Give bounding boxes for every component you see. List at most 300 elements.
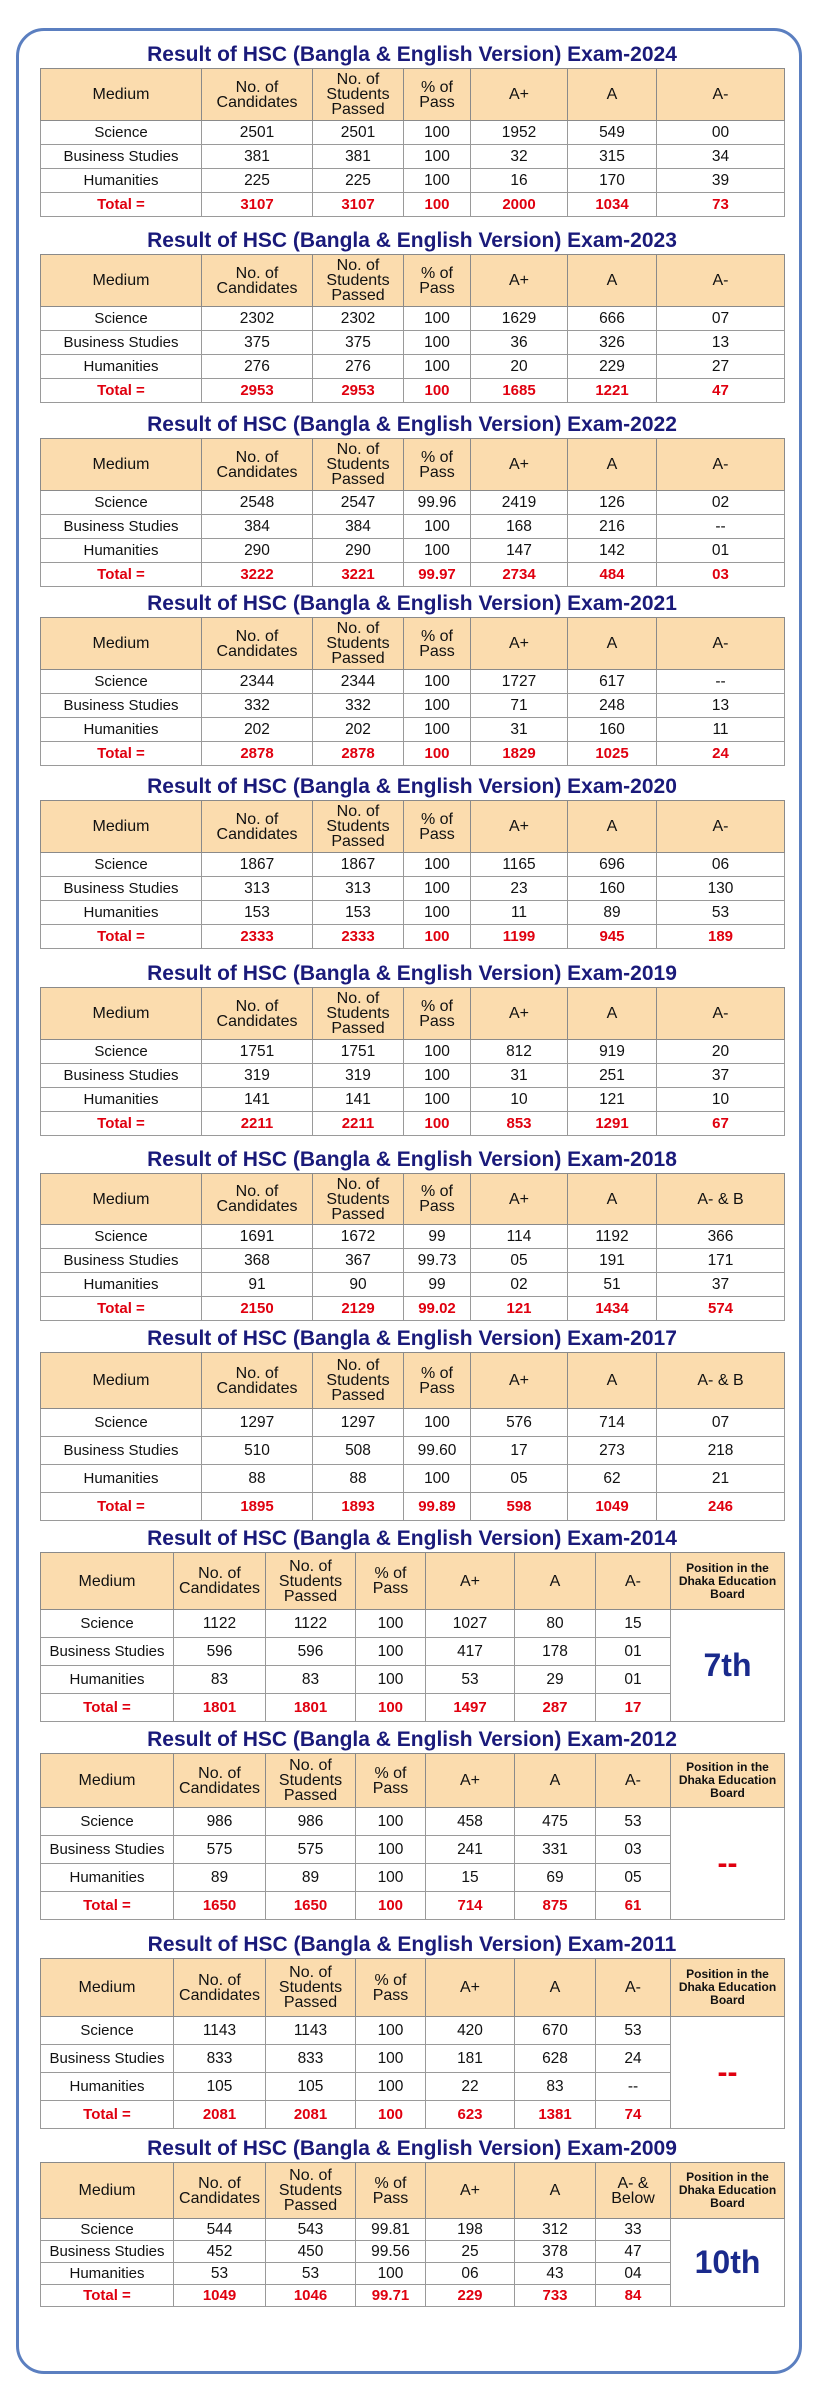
a-plus-cell: 05 xyxy=(471,1249,568,1273)
results-table xyxy=(40,438,785,587)
a-cell: 1192 xyxy=(568,1225,657,1249)
medium-cell: Humanities xyxy=(41,1864,174,1892)
a-cell: 733 xyxy=(515,2285,596,2307)
medium-cell: Business Studies xyxy=(41,145,202,169)
candidates-header: No. of Candidates xyxy=(202,801,313,853)
medium-cell: Humanities xyxy=(41,1465,202,1493)
a-cell: 170 xyxy=(568,169,657,193)
pass-pct-cell: 100 xyxy=(356,2017,426,2045)
total-row xyxy=(41,193,785,217)
result-section xyxy=(40,1326,784,1521)
a-header: A xyxy=(515,1553,596,1610)
total-row xyxy=(41,1297,785,1321)
pass-pct-cell: 100 xyxy=(404,694,471,718)
pass-pct-cell: 100 xyxy=(404,742,471,766)
results-table xyxy=(40,1173,785,1321)
a-cell: 142 xyxy=(568,539,657,563)
candidates-cell: 381 xyxy=(202,145,313,169)
results-list xyxy=(40,42,784,2307)
passed-header: No. of Students Passed xyxy=(313,988,404,1040)
last-col-cell: 03 xyxy=(657,563,785,587)
candidates-cell: 1122 xyxy=(174,1610,266,1638)
a-plus-cell: 17 xyxy=(471,1437,568,1465)
passed-cell: 1801 xyxy=(266,1694,356,1722)
a-cell: 315 xyxy=(568,145,657,169)
a-cell: 378 xyxy=(515,2241,596,2263)
medium-cell: Humanities xyxy=(41,2073,174,2101)
last-col-cell: 07 xyxy=(657,307,785,331)
candidates-cell: 2344 xyxy=(202,670,313,694)
passed-cell: 1122 xyxy=(266,1610,356,1638)
medium-cell: Total = xyxy=(41,1694,174,1722)
a-plus-cell: 168 xyxy=(471,515,568,539)
a-plus-cell: 71 xyxy=(471,694,568,718)
candidates-cell: 53 xyxy=(174,2263,266,2285)
last-col-header: A- xyxy=(657,255,785,307)
a-plus-cell: 714 xyxy=(426,1892,515,1920)
passed-cell: 2302 xyxy=(313,307,404,331)
a-cell: 1221 xyxy=(568,379,657,403)
a-cell: 919 xyxy=(568,1040,657,1064)
candidates-header: No. of Candidates xyxy=(174,1754,266,1808)
humanities-row xyxy=(41,355,785,379)
candidates-cell: 88 xyxy=(202,1465,313,1493)
candidates-cell: 986 xyxy=(174,1808,266,1836)
last-col-cell: 67 xyxy=(657,1112,785,1136)
a-cell: 248 xyxy=(568,694,657,718)
pass-pct-cell: 100 xyxy=(404,1112,471,1136)
header-row xyxy=(41,1174,785,1225)
medium-cell: Science xyxy=(41,307,202,331)
passed-header: No. of Students Passed xyxy=(266,1959,356,2017)
candidates-cell: 2548 xyxy=(202,491,313,515)
a-plus-cell: 10 xyxy=(471,1088,568,1112)
candidates-header: No. of Candidates xyxy=(174,1553,266,1610)
a-plus-cell: 1199 xyxy=(471,925,568,949)
medium-header: Medium xyxy=(41,69,202,121)
last-col-cell: 74 xyxy=(596,2101,671,2129)
last-col-cell: 10 xyxy=(657,1088,785,1112)
a-plus-cell: 2419 xyxy=(471,491,568,515)
medium-cell: Total = xyxy=(41,1112,202,1136)
position-header: Position in the Dhaka Education Board xyxy=(671,2163,785,2219)
results-table xyxy=(40,800,785,949)
a-cell: 875 xyxy=(515,1892,596,1920)
results-table xyxy=(40,68,785,217)
a-plus-cell: 02 xyxy=(471,1273,568,1297)
result-section xyxy=(40,1147,784,1321)
pass-pct-cell: 99.02 xyxy=(404,1297,471,1321)
section-title: Result of HSC (Bangla & English Version) Exam-2021 xyxy=(147,592,677,615)
a-cell: 549 xyxy=(568,121,657,145)
a-plus-cell: 576 xyxy=(471,1409,568,1437)
a-header: A xyxy=(568,618,657,670)
a-plus-cell: 147 xyxy=(471,539,568,563)
candidates-header: No. of Candidates xyxy=(174,1959,266,2017)
candidates-cell: 2211 xyxy=(202,1112,313,1136)
candidates-cell: 319 xyxy=(202,1064,313,1088)
passed-cell: 153 xyxy=(313,901,404,925)
a-plus-cell: 121 xyxy=(471,1297,568,1321)
total-row xyxy=(41,563,785,587)
science-row xyxy=(41,2219,785,2241)
last-col-cell: 11 xyxy=(657,718,785,742)
total-row xyxy=(41,1112,785,1136)
last-col-cell: 47 xyxy=(657,379,785,403)
a-cell: 273 xyxy=(568,1437,657,1465)
pass-pct-cell: 100 xyxy=(356,1610,426,1638)
a-cell: 191 xyxy=(568,1249,657,1273)
a-cell: 251 xyxy=(568,1064,657,1088)
pass-pct-header: % of Pass xyxy=(404,1174,471,1225)
passed-header: No. of Students Passed xyxy=(313,255,404,307)
candidates-header: No. of Candidates xyxy=(174,2163,266,2219)
passed-cell: 1672 xyxy=(313,1225,404,1249)
humanities-row xyxy=(41,1273,785,1297)
pass-pct-cell: 99 xyxy=(404,1273,471,1297)
section-title: Result of HSC (Bangla & English Version) Exam-2020 xyxy=(147,775,677,798)
pass-pct-header: % of Pass xyxy=(404,618,471,670)
last-col-cell: 33 xyxy=(596,2219,671,2241)
pass-pct-cell: 100 xyxy=(356,1808,426,1836)
result-section xyxy=(40,1526,784,1722)
a-plus-cell: 2000 xyxy=(471,193,568,217)
candidates-cell: 596 xyxy=(174,1638,266,1666)
last-col-cell: 171 xyxy=(657,1249,785,1273)
pass-pct-header: % of Pass xyxy=(404,69,471,121)
last-col-cell: 53 xyxy=(596,2017,671,2045)
a-plus-header: A+ xyxy=(426,1959,515,2017)
last-col-cell: 00 xyxy=(657,121,785,145)
medium-header: Medium xyxy=(41,439,202,491)
pass-pct-cell: 99.56 xyxy=(356,2241,426,2263)
candidates-cell: 1143 xyxy=(174,2017,266,2045)
passed-cell: 202 xyxy=(313,718,404,742)
passed-cell: 88 xyxy=(313,1465,404,1493)
pass-pct-cell: 100 xyxy=(404,355,471,379)
pass-pct-cell: 100 xyxy=(404,307,471,331)
medium-cell: Humanities xyxy=(41,539,202,563)
a-plus-cell: 31 xyxy=(471,718,568,742)
candidates-cell: 1895 xyxy=(202,1493,313,1521)
pass-pct-cell: 100 xyxy=(404,1409,471,1437)
passed-cell: 1893 xyxy=(313,1493,404,1521)
last-col-header: A- xyxy=(657,618,785,670)
medium-cell: Humanities xyxy=(41,2263,174,2285)
humanities-row xyxy=(41,901,785,925)
pass-pct-cell: 100 xyxy=(356,1666,426,1694)
pass-pct-cell: 100 xyxy=(356,1864,426,1892)
a-cell: 1049 xyxy=(568,1493,657,1521)
total-row xyxy=(41,1493,785,1521)
last-col-cell: 13 xyxy=(657,331,785,355)
medium-cell: Business Studies xyxy=(41,877,202,901)
pass-pct-cell: 99.60 xyxy=(404,1437,471,1465)
a-plus-cell: 181 xyxy=(426,2045,515,2073)
a-cell: 475 xyxy=(515,1808,596,1836)
a-plus-cell: 198 xyxy=(426,2219,515,2241)
passed-cell: 1867 xyxy=(313,853,404,877)
science-row xyxy=(41,1409,785,1437)
passed-cell: 53 xyxy=(266,2263,356,2285)
medium-cell: Total = xyxy=(41,925,202,949)
a-cell: 287 xyxy=(515,1694,596,1722)
passed-header: No. of Students Passed xyxy=(313,801,404,853)
last-col-header: A- xyxy=(657,988,785,1040)
medium-cell: Business Studies xyxy=(41,1249,202,1273)
a-plus-cell: 11 xyxy=(471,901,568,925)
medium-cell: Science xyxy=(41,1808,174,1836)
section-title: Result of HSC (Bangla & English Version) Exam-2009 xyxy=(147,2137,677,2160)
last-col-cell: 53 xyxy=(596,1808,671,1836)
a-cell: 484 xyxy=(568,563,657,587)
candidates-header: No. of Candidates xyxy=(202,69,313,121)
medium-cell: Humanities xyxy=(41,1666,174,1694)
passed-header: No. of Students Passed xyxy=(266,1754,356,1808)
pass-pct-cell: 100 xyxy=(404,169,471,193)
a-cell: 628 xyxy=(515,2045,596,2073)
medium-header: Medium xyxy=(41,1959,174,2017)
a-plus-cell: 229 xyxy=(426,2285,515,2307)
section-title: Result of HSC (Bangla & English Version) Exam-2011 xyxy=(147,1933,677,1956)
header-row xyxy=(41,439,785,491)
medium-header: Medium xyxy=(41,801,202,853)
last-col-cell: 47 xyxy=(596,2241,671,2263)
medium-cell: Science xyxy=(41,121,202,145)
a-plus-header: A+ xyxy=(471,988,568,1040)
a-plus-header: A+ xyxy=(471,618,568,670)
last-col-cell: 07 xyxy=(657,1409,785,1437)
candidates-cell: 91 xyxy=(202,1273,313,1297)
business-studies-row xyxy=(41,515,785,539)
total-row xyxy=(41,379,785,403)
position-header: Position in the Dhaka Education Board xyxy=(671,1959,785,2017)
candidates-cell: 384 xyxy=(202,515,313,539)
candidates-cell: 375 xyxy=(202,331,313,355)
science-row xyxy=(41,2017,785,2045)
a-plus-cell: 22 xyxy=(426,2073,515,2101)
pass-pct-cell: 100 xyxy=(404,853,471,877)
a-plus-cell: 458 xyxy=(426,1808,515,1836)
result-section xyxy=(40,1727,784,1920)
result-section xyxy=(40,2136,784,2307)
candidates-cell: 1650 xyxy=(174,1892,266,1920)
passed-header: No. of Students Passed xyxy=(266,1553,356,1610)
medium-cell: Business Studies xyxy=(41,515,202,539)
position-value: -- xyxy=(671,2017,785,2129)
last-col-cell: 27 xyxy=(657,355,785,379)
results-table xyxy=(40,1958,785,2129)
a-plus-cell: 31 xyxy=(471,1064,568,1088)
header-row xyxy=(41,801,785,853)
pass-pct-cell: 100 xyxy=(404,1064,471,1088)
a-header: A xyxy=(568,1174,657,1225)
position-value: 7th xyxy=(671,1610,785,1722)
last-col-header: A- xyxy=(657,69,785,121)
medium-cell: Science xyxy=(41,1040,202,1064)
a-cell: 178 xyxy=(515,1638,596,1666)
science-row xyxy=(41,1808,785,1836)
section-title: Result of HSC (Bangla & English Version) Exam-2023 xyxy=(147,229,677,252)
last-col-cell: 01 xyxy=(657,539,785,563)
business-studies-row xyxy=(41,331,785,355)
passed-cell: 290 xyxy=(313,539,404,563)
last-col-cell: 01 xyxy=(596,1666,671,1694)
candidates-header: No. of Candidates xyxy=(202,618,313,670)
business-studies-row xyxy=(41,877,785,901)
medium-cell: Business Studies xyxy=(41,1064,202,1088)
candidates-cell: 368 xyxy=(202,1249,313,1273)
last-col-header: A- xyxy=(596,1754,671,1808)
passed-cell: 1143 xyxy=(266,2017,356,2045)
passed-cell: 141 xyxy=(313,1088,404,1112)
candidates-cell: 332 xyxy=(202,694,313,718)
last-col-cell: 03 xyxy=(596,1836,671,1864)
result-section xyxy=(40,412,784,587)
result-section xyxy=(40,774,784,949)
candidates-cell: 575 xyxy=(174,1836,266,1864)
candidates-header: No. of Candidates xyxy=(202,255,313,307)
a-plus-cell: 1497 xyxy=(426,1694,515,1722)
pass-pct-cell: 100 xyxy=(356,1638,426,1666)
candidates-cell: 2878 xyxy=(202,742,313,766)
pass-pct-cell: 100 xyxy=(404,515,471,539)
last-col-cell: 130 xyxy=(657,877,785,901)
medium-cell: Humanities xyxy=(41,1273,202,1297)
a-plus-cell: 16 xyxy=(471,169,568,193)
header-row xyxy=(41,255,785,307)
passed-cell: 2878 xyxy=(313,742,404,766)
last-col-cell: 24 xyxy=(596,2045,671,2073)
passed-cell: 3221 xyxy=(313,563,404,587)
passed-header: No. of Students Passed xyxy=(313,439,404,491)
a-cell: 1291 xyxy=(568,1112,657,1136)
passed-header: No. of Students Passed xyxy=(313,1174,404,1225)
result-section xyxy=(40,228,784,403)
medium-header: Medium xyxy=(41,1353,202,1409)
medium-cell: Business Studies xyxy=(41,331,202,355)
pass-pct-cell: 100 xyxy=(356,2263,426,2285)
passed-header: No. of Students Passed xyxy=(313,618,404,670)
passed-cell: 384 xyxy=(313,515,404,539)
a-plus-cell: 1727 xyxy=(471,670,568,694)
science-row xyxy=(41,491,785,515)
medium-cell: Science xyxy=(41,853,202,877)
passed-cell: 833 xyxy=(266,2045,356,2073)
last-col-cell: 53 xyxy=(657,901,785,925)
medium-cell: Total = xyxy=(41,2101,174,2129)
pass-pct-cell: 99 xyxy=(404,1225,471,1249)
pass-pct-cell: 100 xyxy=(404,901,471,925)
medium-cell: Business Studies xyxy=(41,1638,174,1666)
last-col-cell: 218 xyxy=(657,1437,785,1465)
a-plus-cell: 853 xyxy=(471,1112,568,1136)
pass-pct-cell: 100 xyxy=(404,539,471,563)
candidates-cell: 89 xyxy=(174,1864,266,1892)
a-plus-cell: 1829 xyxy=(471,742,568,766)
results-table xyxy=(40,254,785,403)
candidates-cell: 83 xyxy=(174,1666,266,1694)
a-header: A xyxy=(515,1754,596,1808)
candidates-cell: 202 xyxy=(202,718,313,742)
last-col-cell: 246 xyxy=(657,1493,785,1521)
last-col-cell: 24 xyxy=(657,742,785,766)
result-section xyxy=(40,1932,784,2129)
pass-pct-cell: 100 xyxy=(356,1836,426,1864)
pass-pct-cell: 100 xyxy=(404,925,471,949)
pass-pct-cell: 100 xyxy=(404,670,471,694)
candidates-cell: 290 xyxy=(202,539,313,563)
candidates-cell: 3222 xyxy=(202,563,313,587)
humanities-row xyxy=(41,169,785,193)
candidates-cell: 2150 xyxy=(202,1297,313,1321)
medium-cell: Science xyxy=(41,2219,174,2241)
a-plus-cell: 1165 xyxy=(471,853,568,877)
a-plus-cell: 420 xyxy=(426,2017,515,2045)
medium-header: Medium xyxy=(41,988,202,1040)
humanities-row xyxy=(41,539,785,563)
medium-header: Medium xyxy=(41,618,202,670)
pass-pct-cell: 100 xyxy=(356,1892,426,1920)
a-header: A xyxy=(568,801,657,853)
medium-cell: Humanities xyxy=(41,718,202,742)
a-cell: 1381 xyxy=(515,2101,596,2129)
pass-pct-cell: 99.71 xyxy=(356,2285,426,2307)
pass-pct-header: % of Pass xyxy=(404,255,471,307)
last-col-header: A- xyxy=(657,439,785,491)
last-col-cell: 15 xyxy=(596,1610,671,1638)
passed-cell: 225 xyxy=(313,169,404,193)
total-row xyxy=(41,925,785,949)
last-col-cell: 01 xyxy=(596,1638,671,1666)
last-col-cell: -- xyxy=(657,670,785,694)
last-col-cell: 20 xyxy=(657,1040,785,1064)
a-cell: 696 xyxy=(568,853,657,877)
candidates-cell: 833 xyxy=(174,2045,266,2073)
a-plus-header: A+ xyxy=(471,69,568,121)
a-cell: 69 xyxy=(515,1864,596,1892)
position-value: 10th xyxy=(671,2219,785,2307)
passed-cell: 2501 xyxy=(313,121,404,145)
science-row xyxy=(41,1040,785,1064)
total-row xyxy=(41,742,785,766)
position-value: -- xyxy=(671,1808,785,1920)
candidates-cell: 2501 xyxy=(202,121,313,145)
pass-pct-cell: 100 xyxy=(404,877,471,901)
medium-header: Medium xyxy=(41,1553,174,1610)
candidates-cell: 2333 xyxy=(202,925,313,949)
a-plus-cell: 1952 xyxy=(471,121,568,145)
medium-cell: Science xyxy=(41,1409,202,1437)
medium-cell: Humanities xyxy=(41,169,202,193)
medium-cell: Science xyxy=(41,2017,174,2045)
a-plus-cell: 598 xyxy=(471,1493,568,1521)
a-header: A xyxy=(515,1959,596,2017)
a-plus-cell: 623 xyxy=(426,2101,515,2129)
a-plus-header: A+ xyxy=(426,1754,515,1808)
header-row xyxy=(41,1353,785,1409)
section-title: Result of HSC (Bangla & English Version) Exam-2012 xyxy=(147,1728,677,1751)
passed-cell: 276 xyxy=(313,355,404,379)
a-cell: 126 xyxy=(568,491,657,515)
a-plus-cell: 32 xyxy=(471,145,568,169)
a-header: A xyxy=(568,1353,657,1409)
business-studies-row xyxy=(41,1249,785,1273)
candidates-cell: 2953 xyxy=(202,379,313,403)
section-title: Result of HSC (Bangla & English Version) Exam-2014 xyxy=(147,1527,677,1550)
medium-header: Medium xyxy=(41,1754,174,1808)
a-cell: 670 xyxy=(515,2017,596,2045)
